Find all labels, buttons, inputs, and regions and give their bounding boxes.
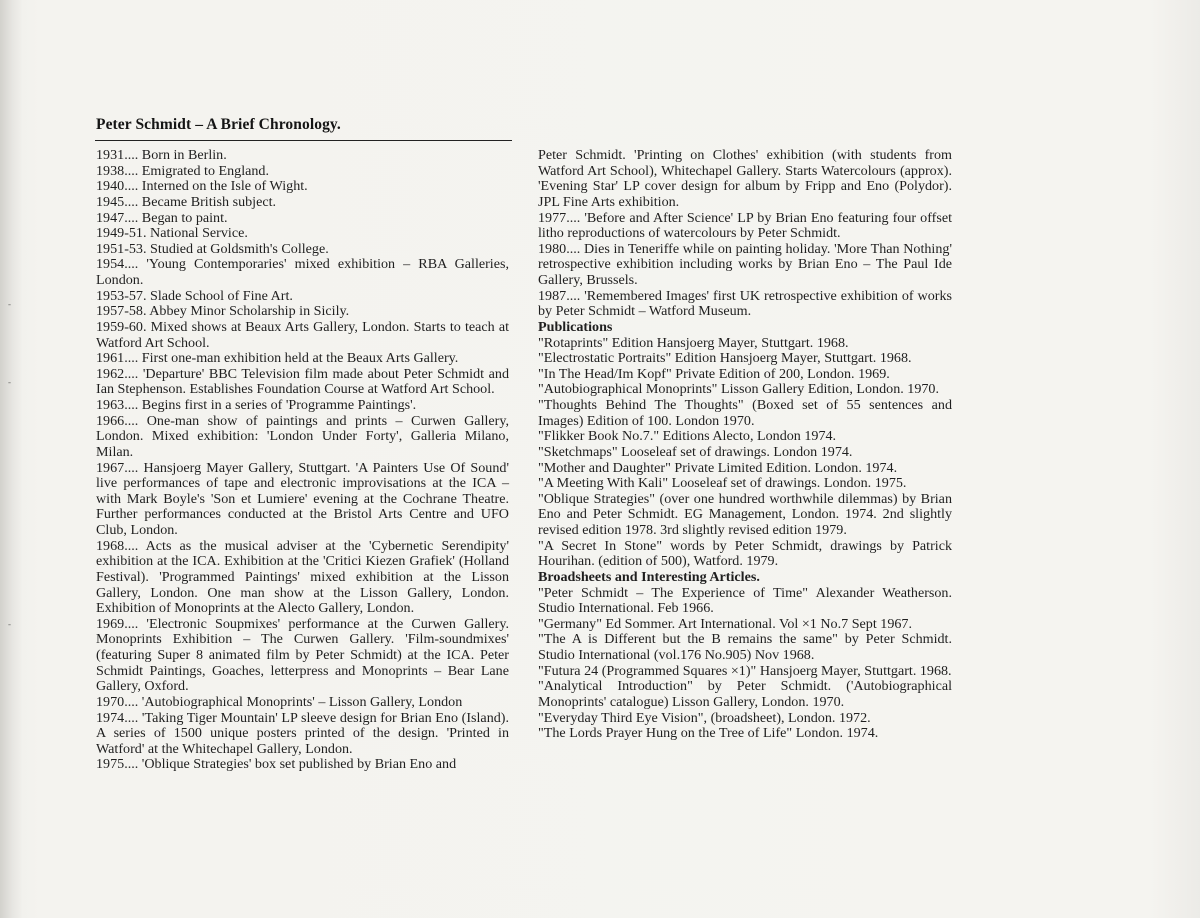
binding-mark: - [8,377,11,387]
chronology-entry: 1938.... Emigrated to England. [96,162,270,179]
publication-entry: "Sketchmaps" Looseleaf set of drawings. London 1974. [538,443,853,460]
publications-heading: Publications [538,318,613,335]
chronology-entry: 1947.... Began to paint. [96,209,228,226]
binding-mark: - [8,619,11,629]
chronology-entry: 1961.... First one-man exhibition held at the Beaux Arts Gallery. [96,350,459,367]
publication-entry: "Thoughts Behind The Thoughts" (Boxed set of 55 sentences and Images) Edition of 100. London 1970. [538,397,952,429]
publication-entry: "Autobiographical Monoprints" Lisson Gallery Edition, London. 1970. [538,381,939,398]
article-entry: "Germany" Ed Sommer. Art International. Vol ×1 No.7 Sept 1967. [538,615,912,632]
publication-entry: "In The Head/Im Kopf" Private Edition of 200, London. 1969. [538,365,890,382]
chronology-entry: 1967.... Hansjoerg Mayer Gallery, Stuttgart. 'A Painters Use Of Sound' live performances of tape and electronic improvisations at the ICA – with Mark Boyle's 'Son et Lumiere' evening at the Cochrane Theatre. Further performances conducted at the Bristol Arts Centre and UFO Club, London. [96,459,509,538]
chronology-entry: 1959-60. Mixed shows at Beaux Arts Gallery, London. Starts to teach at Watford Art School. [96,318,509,351]
chronology-entry: 1969.... 'Electronic Soupmixes' performance at the Curwen Gallery. Monoprints Exhibition – The Curwen Gallery. 'Film-soundmixes' (featuring Super 8 animated film by Peter Schmidt) at the ICA. Peter Schmidt Paintings, Goaches, letterpress and Monoprints – Bear Lane Gallery, Oxford. [96,615,509,695]
chronology-entry: 1953-57. Slade School of Fine Art. [96,287,293,304]
chronology-entry: 1977.... 'Before and After Science' LP by Brian Eno featuring four offset litho reproductions of watercolours by Peter Schmidt. [538,209,952,242]
chronology-entry: 1970.... 'Autobiographical Monoprints' – Lisson Gallery, London [96,693,463,710]
article-entry: "The Lords Prayer Hung on the Tree of Life" London. 1974. [538,725,879,742]
chronology-entry: 1931.... Born in Berlin. [96,147,227,163]
chronology-entry: 1951-53. Studied at Goldsmith's College. [96,240,329,257]
chronology-entry: 1975.... 'Oblique Strategies' box set published by Brian Eno and [96,756,457,773]
chronology-entry: 1962.... 'Departure' BBC Television film made about Peter Schmidt and Ian Stephenson. Establishes Foundation Course at Watford Art School. [96,365,509,398]
publication-entry: "Mother and Daughter" Private Limited Edition. London. 1974. [538,459,898,476]
publication-entry: "Rotaprints" Edition Hansjoerg Mayer, Stuttgart. 1968. [538,334,849,351]
chronology-entry: 1980.... Dies in Teneriffe while on painting holiday. 'More Than Nothing' retrospective exhibition including works by Brian Eno – The Paul Ide Gallery, Brussels. [538,240,952,288]
chronology-entry: 1963.... Begins first in a series of 'Programme Paintings'. [96,397,417,413]
chronology-entry: 1987.... 'Remembered Images' first UK retrospective exhibition of works by Peter Schmidt – Watford Museum. [538,287,952,320]
chronology-entry: 1968.... Acts as the musical adviser at the 'Cybernetic Serendipity' exhibition at the ICA. Exhibition at the 'Critici Kiezen Grafiek' (Holland Festival). 'Programmed Paintings' mixed exhibition at the Lisson Gallery, London. One man show at the Lisson Gallery, London. Exhibition of Monoprints at the Alecto Gallery, London. [96,537,509,617]
title-underline [95,140,512,141]
chronology-left-column [96,148,509,773]
chronology-entry: 1949-51. National Service. [96,225,248,242]
article-entry: "Analytical Introduction" by Peter Schmidt. ('Autobiographical Monoprints' catalogue) Lisson Gallery, London. 1970. [538,678,952,710]
article-entry: "Peter Schmidt – The Experience of Time" Alexander Weatherson. Studio International. Feb 1966. [538,584,952,617]
chronology-entry: Peter Schmidt. 'Printing on Clothes' exhibition (with students from Watford Art School), Whitechapel Gallery. Starts Watercolours (approx). 'Evening Star' LP cover design for album by Fripp and Eno (Polydor). JPL Fine Arts exhibition. [538,147,952,210]
article-entry: "Futura 24 (Programmed Squares ×1)" Hansjoerg Mayer, Stuttgart. 1968. [538,662,952,679]
publication-entry: "A Secret In Stone" words by Peter Schmidt, drawings by Patrick Hourihan. (edition of 500), Watford. 1979. [538,537,952,570]
chronology-entry: 1940.... Interned on the Isle of Wight. [96,178,308,195]
publication-entry: "Oblique Strategies" (over one hundred worthwhile dilemmas) by Brian Eno and Peter Schmidt. EG Management, London. 1974. 2nd slightly revised edition 1978. 3rd slightly revised edition 1979. [538,490,952,538]
chronology-entry: 1957-58. Abbey Minor Scholarship in Sicily. [96,303,350,320]
page-title: Peter Schmidt – A Brief Chronology. [96,116,341,133]
page-spine [0,0,22,918]
chronology-entry: 1974.... 'Taking Tiger Mountain' LP sleeve design for Brian Eno (Island). A series of 1500 unique posters printed of the design. 'Printed in Watford' at the Whitechapel Gallery, London. [96,709,509,757]
chronology-entry: 1966.... One-man show of paintings and prints – Curwen Gallery, London. Mixed exhibition: 'London Under Forty', Galleria Milano, Milan. [96,412,509,460]
article-entry: "The A is Different but the B remains the same" by Peter Schmidt. Studio International (vol.176 No.905) Nov 1968. [538,631,952,663]
broadsheets-heading: Broadsheets and Interesting Articles. [538,568,760,585]
chronology-right-column [538,148,952,742]
chronology-entry: 1945.... Became British subject. [96,193,277,210]
chronology-entry: 1954.... 'Young Contemporaries' mixed exhibition – RBA Galleries, London. [96,256,509,288]
publication-entry: "Electrostatic Portraits" Edition Hansjoerg Mayer, Stuttgart. 1968. [538,350,912,367]
publication-entry: "Flikker Book No.7." Editions Alecto, London 1974. [538,428,837,445]
article-entry: "Everyday Third Eye Vision", (broadsheet), London. 1972. [538,709,871,726]
binding-mark: - [8,299,11,309]
publication-entry: "A Meeting With Kali" Looseleaf set of drawings. London. 1975. [538,475,907,492]
